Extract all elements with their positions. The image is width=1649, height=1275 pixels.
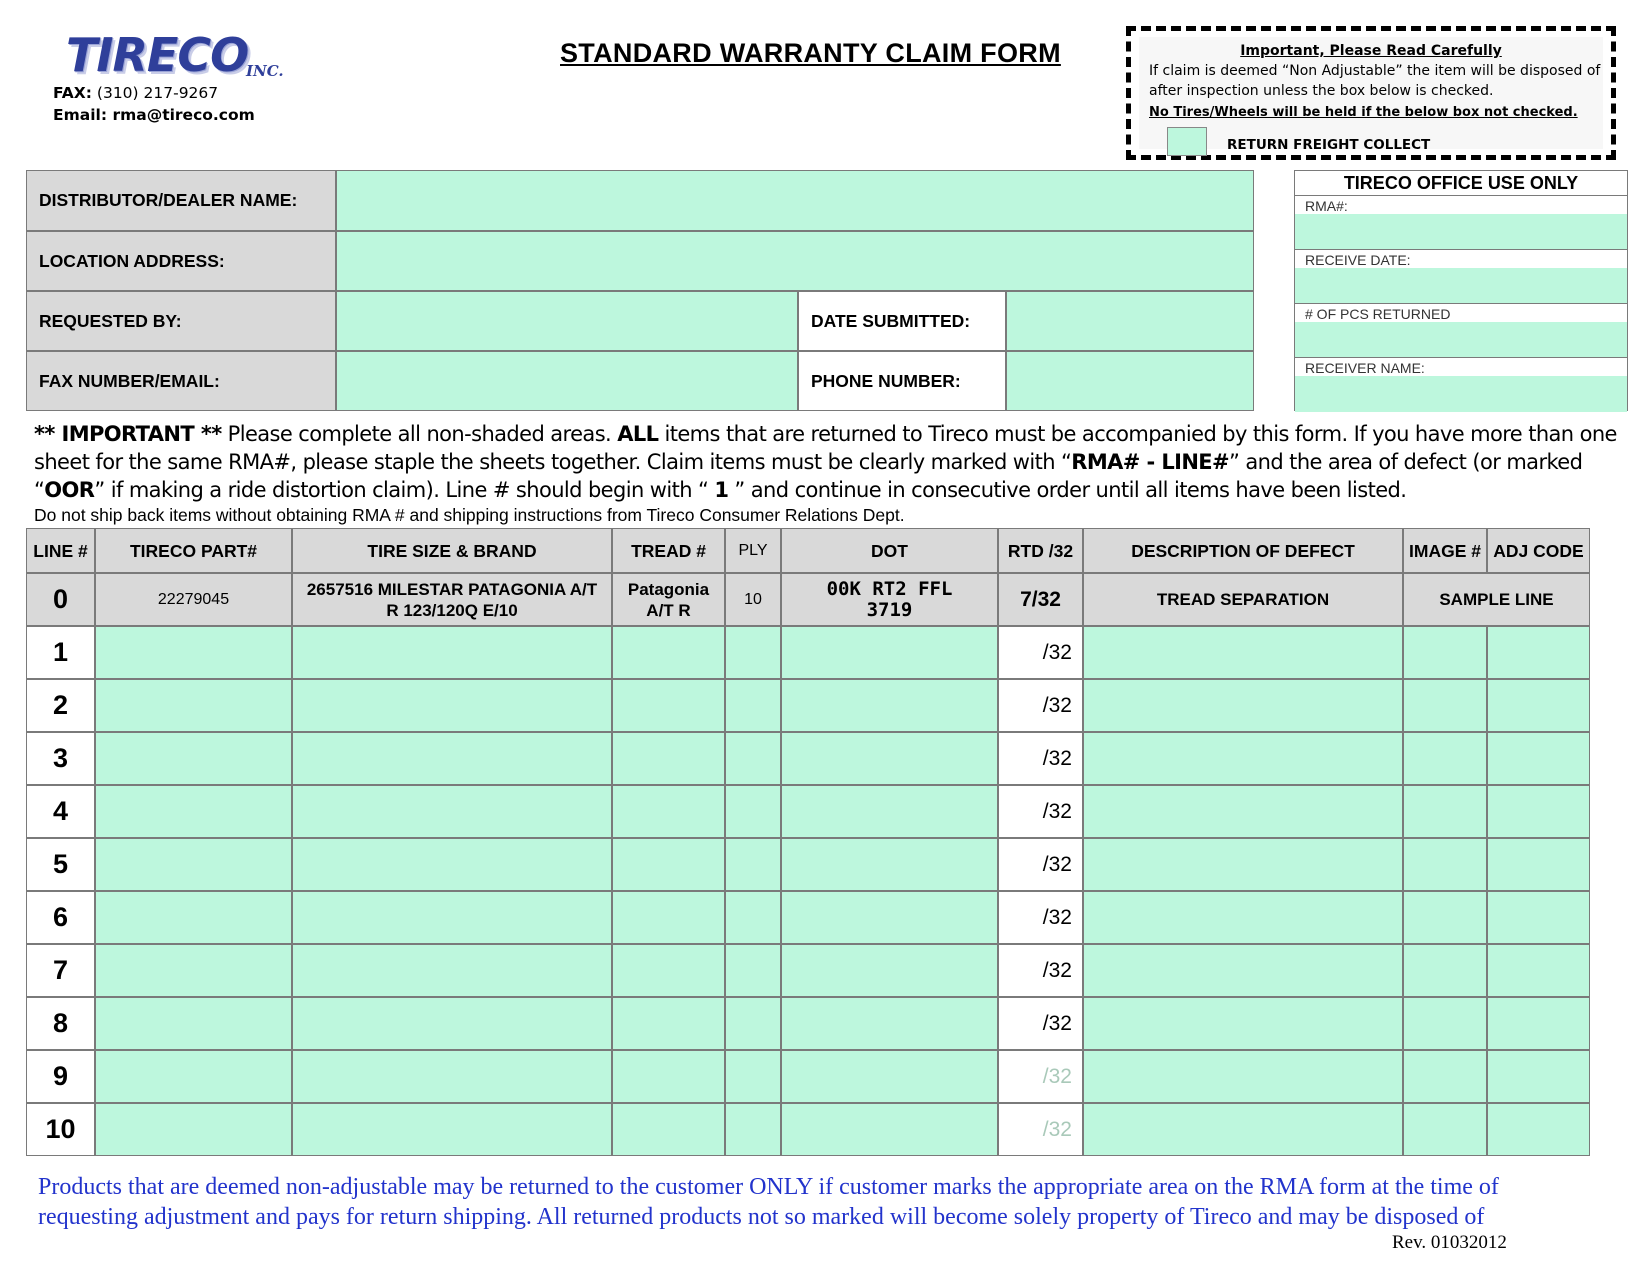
important-text-2: items that are returned to Tireco must be accompanied by this form. If you have more than one sheet for the same RMA#, please staple the sheets together. Claim items must be clearly marked with “ [34,422,1617,474]
row-defect-input[interactable] [1083,838,1403,891]
row-dot-input[interactable] [781,838,998,891]
row-dot-input[interactable] [781,732,998,785]
row-defect-input[interactable] [1083,732,1403,785]
row-adj-code-input[interactable] [1487,1103,1590,1156]
row-adj-code-input[interactable] [1487,997,1590,1050]
row-dot-input[interactable] [781,626,998,679]
row-rtd-input[interactable]: /32 [998,679,1083,732]
tireco-logo-suffix: INC. [246,62,284,80]
row-part-input[interactable] [95,997,292,1050]
receiver-name-label: RECEIVER NAME: [1305,360,1425,376]
distributor-input[interactable] [336,170,1254,231]
row-tread-input[interactable] [612,626,725,679]
important-rma-line: RMA# - LINE# [1071,450,1230,474]
row-size-brand-input[interactable] [292,891,612,944]
notice-body: If claim is deemed “Non Adjustable” the item will be disposed of after inspection unless the box below is checked. [1149,63,1601,99]
row-tread-input[interactable] [612,679,725,732]
row-part-input[interactable] [95,626,292,679]
row-size-brand-input[interactable] [292,626,612,679]
sample-rtd: 7/32 [998,573,1083,626]
important-text-1: Please complete all non-shaded areas. [221,422,618,446]
row-part-input[interactable] [95,732,292,785]
address-label: LOCATION ADDRESS: [26,231,336,291]
office-use-box [1294,170,1628,411]
receiver-name-input[interactable] [1295,376,1627,412]
fax-email-label: FAX NUMBER/EMAIL: [26,351,336,411]
row-image-input[interactable] [1403,679,1487,732]
row-image-input[interactable] [1403,1103,1487,1156]
row-image-input[interactable] [1403,1050,1487,1103]
row-image-input[interactable] [1403,626,1487,679]
header-rtd: RTD /32 [998,528,1083,573]
fax-label: FAX: [53,84,92,102]
row-rtd-input[interactable]: /32 [998,944,1083,997]
row-dot-input[interactable] [781,785,998,838]
row-part-input[interactable] [95,944,292,997]
receive-date-input[interactable] [1295,268,1627,304]
row-line-number: 8 [26,997,95,1050]
sample-part: 22279045 [95,573,292,626]
header-dot: DOT [781,528,998,573]
office-heading: TIRECO OFFICE USE ONLY [1343,173,1579,193]
row-image-input[interactable] [1403,944,1487,997]
row-part-input[interactable] [95,785,292,838]
row-size-brand-input[interactable] [292,679,612,732]
row-tread-input[interactable] [612,997,725,1050]
revision-number: Rev. 01032012 [1392,1232,1507,1253]
email-value: rma@tireco.com [112,106,255,124]
row-defect-input[interactable] [1083,1103,1403,1156]
distributor-label: DISTRIBUTOR/DEALER NAME: [26,170,336,231]
rma-input[interactable] [1295,214,1627,250]
row-size-brand-input[interactable] [292,838,612,891]
row-part-input[interactable] [95,1103,292,1156]
row-ply-input[interactable] [725,679,781,732]
shipping-note: Do not ship back items without obtaining RMA # and shipping instructions from Tireco Consumer Relations Dept. [34,505,905,525]
sample-tread: Patagonia A/T R [612,573,725,626]
notice-box [1126,26,1616,160]
tireco-logo: TIRECO [66,28,249,82]
row-rtd-input[interactable]: /32 [998,1103,1083,1156]
row-image-input[interactable] [1403,732,1487,785]
row-tread-input[interactable] [612,1103,725,1156]
sample-size-brand: 2657516 MILESTAR PATAGONIA A/T R 123/120Q E/10 [292,573,612,626]
important-text-3: ” and the area of defect (or marked “ [34,450,1583,502]
row-defect-input[interactable] [1083,626,1403,679]
important-prefix: ** IMPORTANT ** [34,422,222,446]
requested-by-input[interactable] [336,291,798,351]
sample-ply: 10 [725,573,781,626]
row-image-input[interactable] [1403,785,1487,838]
pcs-returned-field[interactable] [1295,303,1627,358]
sample-dot: 00K RT2 FFL 3719 [781,573,998,626]
row-adj-code-input[interactable] [1487,891,1590,944]
receiver-name-field[interactable] [1295,357,1627,412]
sample-defect: TREAD SEPARATION [1083,573,1403,626]
row-dot-input[interactable] [781,891,998,944]
row-ply-input[interactable] [725,838,781,891]
row-part-input[interactable] [95,838,292,891]
row-part-input[interactable] [95,679,292,732]
important-one: 1 [714,478,729,502]
row-ply-input[interactable] [725,997,781,1050]
row-dot-input[interactable] [781,1103,998,1156]
important-text-5: ” and continue in consecutive order until all items have been listed. [728,478,1407,502]
row-part-input[interactable] [95,891,292,944]
receive-date-field[interactable] [1295,249,1627,304]
row-ply-input[interactable] [725,785,781,838]
header-image: IMAGE # [1403,528,1487,573]
row-rtd-input[interactable]: /32 [998,891,1083,944]
row-adj-code-input[interactable] [1487,679,1590,732]
fax-email-input[interactable] [336,351,798,411]
row-dot-input[interactable] [781,1050,998,1103]
footer-disclaimer: Products that are deemed non-adjustable may be returned to the customer ONLY if customer marks the appropriate area on the RMA form at the time of requesting adjustment and pays for return shipping. All returned products not so marked will become solely property of Tireco and may be disposed of [38,1174,1499,1230]
row-size-brand-input[interactable] [292,997,612,1050]
row-dot-input[interactable] [781,944,998,997]
row-dot-input[interactable] [781,679,998,732]
phone-label: PHONE NUMBER: [798,351,1006,411]
row-ply-input[interactable] [725,732,781,785]
important-text-4: ” if making a ride distortion claim). Line # should begin with “ [94,478,715,502]
row-adj-code-input[interactable] [1487,626,1590,679]
important-all: ALL [617,422,659,446]
row-tread-input[interactable] [612,891,725,944]
row-image-input[interactable] [1403,997,1487,1050]
row-defect-input[interactable] [1083,679,1403,732]
rma-label: RMA#: [1305,198,1348,214]
row-line-number: 5 [26,838,95,891]
row-size-brand-input[interactable] [292,1103,612,1156]
pcs-returned-input[interactable] [1295,322,1627,358]
pcs-returned-label: # OF PCS RETURNED [1305,306,1451,322]
important-oor: OOR [44,478,95,502]
row-line-number: 3 [26,732,95,785]
row-line-number: 4 [26,785,95,838]
header-tread: TREAD # [612,528,725,573]
email-label: Email: [53,106,108,124]
row-rtd-input[interactable]: /32 [998,1050,1083,1103]
page-title: STANDARD WARRANTY CLAIM FORM [560,38,1061,68]
row-tread-input[interactable] [612,838,725,891]
row-image-input[interactable] [1403,838,1487,891]
row-tread-input[interactable] [612,732,725,785]
row-tread-input[interactable] [612,1050,725,1103]
row-adj-code-input[interactable] [1487,785,1590,838]
rma-field[interactable] [1295,195,1627,250]
row-size-brand-input[interactable] [292,1050,612,1103]
header-line: LINE # [26,528,95,573]
row-line-number: 6 [26,891,95,944]
row-adj-code-input[interactable] [1487,944,1590,997]
notice-warning: No Tires/Wheels will be held if the below box not checked. [1149,105,1578,120]
return-freight-checkbox[interactable] [1167,127,1207,156]
row-rtd-input[interactable]: /32 [998,732,1083,785]
row-line-number: 9 [26,1050,95,1103]
row-line-number: 7 [26,944,95,997]
row-size-brand-input[interactable] [292,785,612,838]
row-line-number: 2 [26,679,95,732]
row-defect-input[interactable] [1083,944,1403,997]
row-defect-input[interactable] [1083,785,1403,838]
header-size-brand: TIRE SIZE & BRAND [292,528,612,573]
row-adj-code-input[interactable] [1487,732,1590,785]
row-ply-input[interactable] [725,891,781,944]
row-tread-input[interactable] [612,785,725,838]
row-rtd-input[interactable]: /32 [998,785,1083,838]
row-defect-input[interactable] [1083,891,1403,944]
sample-line-number: 0 [26,573,95,626]
row-ply-input[interactable] [725,1050,781,1103]
header-adj-code: ADJ CODE [1487,528,1590,573]
header-defect: DESCRIPTION OF DEFECT [1083,528,1403,573]
header-part: TIRECO PART# [95,528,292,573]
row-defect-input[interactable] [1083,997,1403,1050]
sample-line-note: SAMPLE LINE [1403,573,1590,626]
row-part-input[interactable] [95,1050,292,1103]
date-submitted-label: DATE SUBMITTED: [798,291,1006,351]
return-freight-label: RETURN FREIGHT COLLECT [1227,137,1431,153]
header-ply: PLY [725,528,781,573]
row-ply-input[interactable] [725,626,781,679]
row-defect-input[interactable] [1083,1050,1403,1103]
notice-heading: Important, Please Read Carefully [1240,43,1502,59]
requested-by-label: REQUESTED BY: [26,291,336,351]
row-adj-code-input[interactable] [1487,1050,1590,1103]
row-size-brand-input[interactable] [292,944,612,997]
row-rtd-input[interactable]: /32 [998,838,1083,891]
row-rtd-input[interactable]: /32 [998,626,1083,679]
contact-info [53,82,255,126]
date-submitted-input[interactable] [1006,291,1254,351]
address-input[interactable] [336,231,1254,291]
row-adj-code-input[interactable] [1487,838,1590,891]
row-size-brand-input[interactable] [292,732,612,785]
row-dot-input[interactable] [781,997,998,1050]
row-rtd-input[interactable]: /32 [998,997,1083,1050]
row-tread-input[interactable] [612,944,725,997]
row-image-input[interactable] [1403,891,1487,944]
important-notice [34,420,1634,504]
receive-date-label: RECEIVE DATE: [1305,252,1411,268]
row-line-number: 1 [26,626,95,679]
row-line-number: 10 [26,1103,95,1156]
row-ply-input[interactable] [725,1103,781,1156]
fax-value: (310) 217-9267 [96,84,219,102]
phone-input[interactable] [1006,351,1254,411]
row-ply-input[interactable] [725,944,781,997]
